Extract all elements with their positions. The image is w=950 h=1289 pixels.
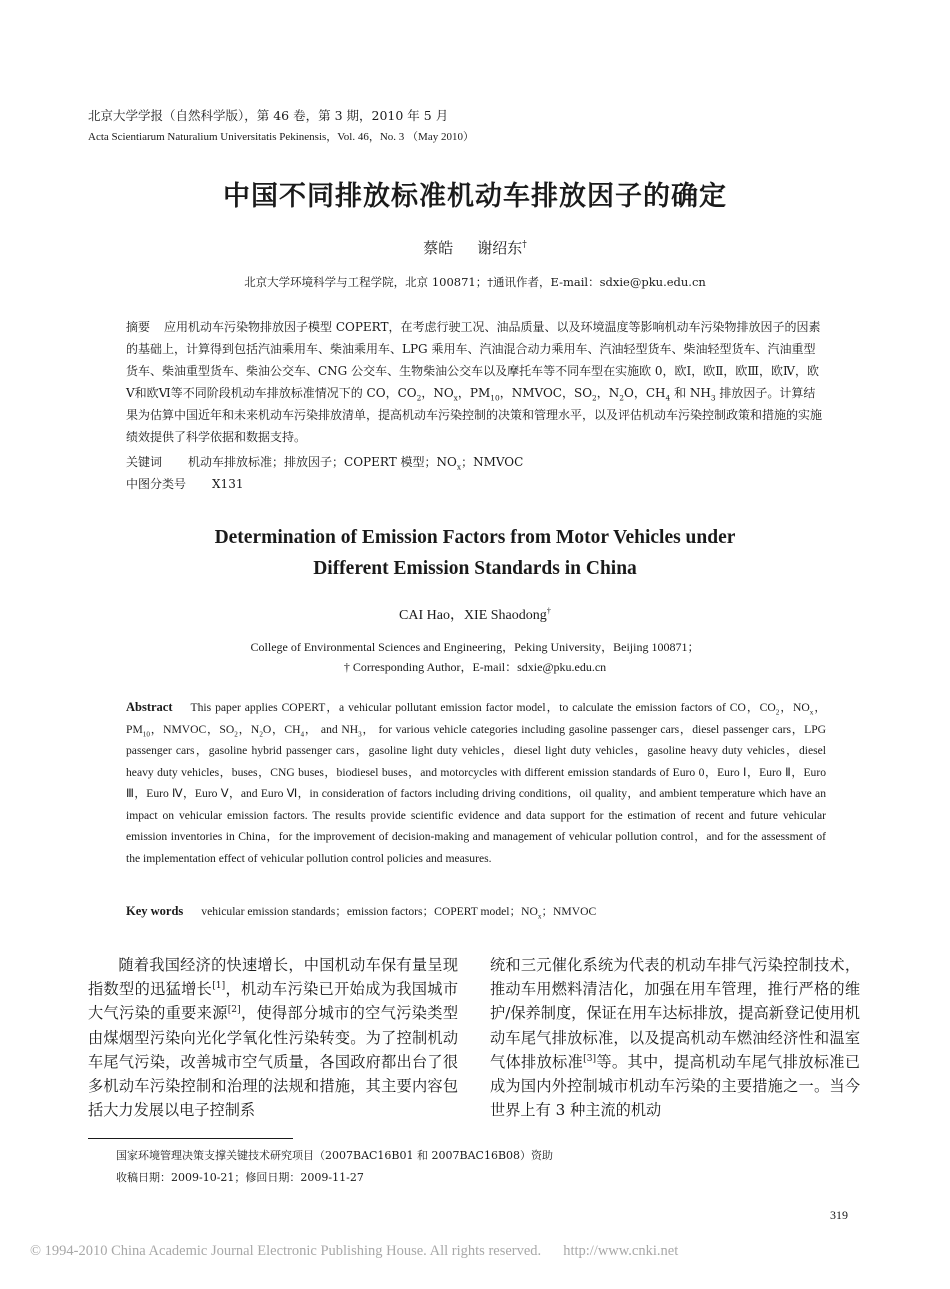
classification-label: 中图分类号 (126, 477, 187, 491)
citation-ref: [1] (212, 981, 226, 992)
received-dates: 收稿日期：2009-10-21；修回日期：2009-11-27 (116, 1171, 364, 1184)
authors-cn (0, 237, 950, 258)
journal-citation-en: Acta Scientiarum Naturalium Universitatis Pekinensis，Vol. 46，No. 3 （May 2010） (88, 131, 474, 143)
citation-ref: [3] (583, 1053, 597, 1064)
paper-title-en: Determination of Emission Factors from Motor Vehicles under Different Emission Standards in China (214, 527, 736, 579)
keywords-label-cn: 关键词 (126, 455, 163, 469)
corresponding-dagger: † (522, 240, 527, 250)
cnki-url: http://www.cnki.net (563, 1243, 679, 1259)
abstract-en: Abstract This paper applies COPERT，a vehicular pollutant emission factor model，to calculate the emission factors of CO，$CO_2$，$NO_x$，$PM_{10}$，NMVOC，$SO_2$，$N_2O$，$CH_4$， and $NH_3$， for various vehicle categories including gasoline passenger cars，diesel passenger cars，LPG passenger cars，gasoline hybrid passenger cars，gasoline light duty vehicles，diesel light duty vehicles，gasoline heavy duty vehicles，diesel heavy duty vehicles，buses，CNG buses，biodiesel buses，and motorcycles with different emission standards of Euro 0，Euro Ⅰ，Euro Ⅱ，Euro Ⅲ，Euro Ⅳ，Euro Ⅴ，and Euro Ⅵ，in consideration of factors including driving conditions，oil quality，and ambient temperature which have an impact on vehicular emission factors. The results provide scientific evidence and data support for the estimation of recent and future vehicular emission inventories in China，for the improvement of decision-making and management of vehicular pollution control，and for the assessment of the implementation effect of vehicular pollution control policies and measures. (126, 700, 827, 865)
abstract-label-cn: 摘要 (126, 320, 151, 334)
page-number: 319 (830, 1208, 848, 1222)
paper-title-cn: 中国不同排放标准机动车排放因子的确定 (223, 181, 727, 212)
body-paragraph: 统和三元催化系统为代表的机动车排气污染控制技术，推动车用燃料清洁化，加强在用车管理，推行严格的维护/保养制度，保证在用车达标排放，提高新登记使用机动车尾气排放标准，以及提高机动车燃油经济性和温室气体排放标准[3]等。其中，提高机动车尾气排放标准已成为国内外控制城市机动车污染的主要措施之一。当今世界上有 3 种主流的机动 (490, 956, 861, 1120)
body-column-right (490, 953, 860, 1122)
body-paragraph: 随着我国经济的快速增长，中国机动车保有量呈现指数型的迅猛增长[1]，机动车污染已开始成为我国城市大气污染的重要来源[2]，使得部分城市的空气污染类型由煤烟型污染向光化学氧化性污染转变。为了控制机动车尾气污染，改善城市空气质量，各国政府都出台了很多机动车污染控制和治理的法规和措施，其主要内容包括大力发展以电子控制系 (88, 956, 459, 1120)
abstract-label-en: Abstract (126, 700, 173, 714)
body-column-left (88, 953, 458, 1122)
classification-cn (126, 475, 243, 492)
footnote-divider (88, 1138, 293, 1139)
journal-citation-cn: 北京大学学报（自然科学版），第 46 卷，第 3 期，2010 年 5 月 (88, 108, 449, 123)
classification-value: X131 (212, 477, 244, 491)
funding-note: 国家环境管理决策支撑关键技术研究项目（2007BAC16B01 和 2007BAC16B08）资助 (116, 1149, 554, 1162)
affiliation-cn: 北京大学环境科学与工程学院，北京 100871；†通讯作者，E-mail：sdxie@pku.edu.cn (244, 275, 706, 289)
citation-ref: [2] (227, 1005, 241, 1016)
authors-en: CAI Hao，XIE Shaodong† (399, 606, 551, 623)
keywords-label-en: Key words (126, 904, 184, 918)
keywords-en: Key words vehicular emission standards；emission factors；COPERT model；$NO_x$；NMVOC (126, 904, 597, 921)
author-2: 谢绍东 (477, 239, 523, 257)
keywords-cn: 关键词 机动车排放标准；排放因子；COPERT 模型；$NO_x$；NMVOC (126, 455, 524, 472)
affiliation-en: College of Environmental Sciences and Engineering，Peking University，Beijing 100871； † Corresponding Author，E-mail：sdxie@pku.edu.cn (250, 640, 700, 674)
abstract-cn: 摘要 应用机动车污染物排放因子模型 COPERT，在考虑行驶工况、油品质量、以及环境温度等影响机动车污染物排放因子的因素的基础上，计算得到包括汽油乘用车、柴油乘用车、LPG 乘用车、汽油混合动力乘用车、汽油轻型货车、柴油轻型货车、汽油重型货车、柴油重型货车、柴油公交车、CNG 公交车、生物柴油公交车以及摩托车等不同车型在实施欧 0，欧Ⅰ，欧Ⅱ，欧Ⅲ，欧Ⅳ，欧Ⅴ和欧Ⅵ等不同阶段机动车排放标准情况下的 CO，$CO_2$，$NO_x$，$PM_{10}$，NMVOC，$SO_2$，$N_2O$，$CH_4$ 和 $NH_3$ 排放因子。计算结果为估算中国近年和未来机动车污染排放清单，提高机动车污染控制的决策和管理水平，以及评估机动车污染控制政策和措施的实施绩效提供了科学依据和数据支持。 (126, 320, 823, 444)
copyright-watermark: © 1994-2010 China Academic Journal Electronic Publishing House. All rights reserved. http://www.cnki.net (30, 1243, 679, 1259)
author-1: 蔡皓 (423, 239, 454, 257)
